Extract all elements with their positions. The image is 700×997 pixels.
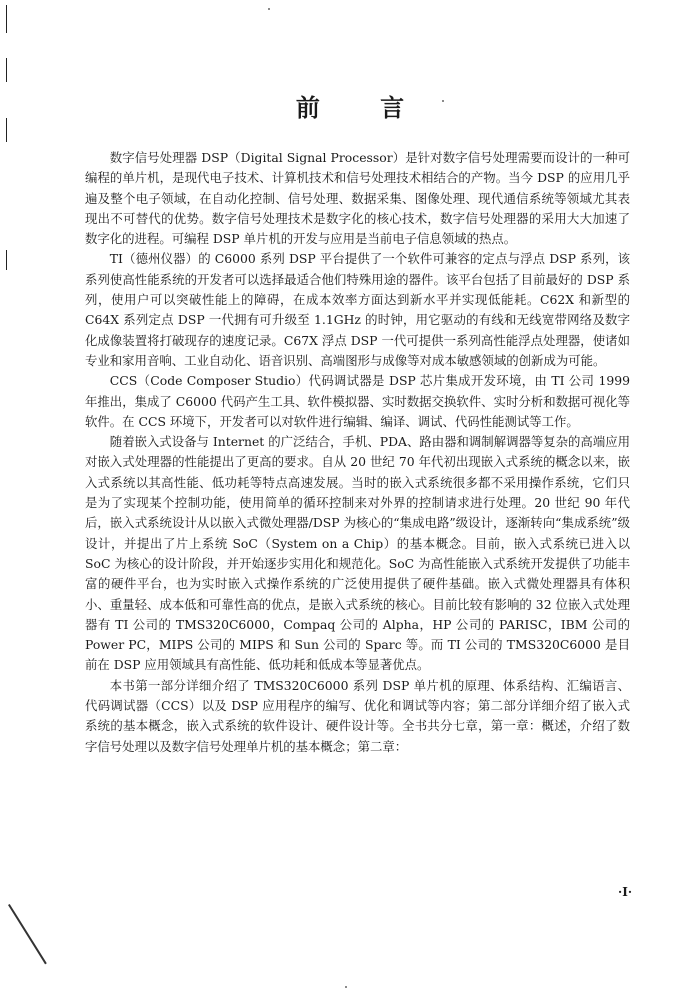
scan-margin-mark (6, 5, 7, 33)
page-number: ·I· (618, 885, 632, 899)
page-title: 前 言 (295, 93, 431, 122)
scan-margin-mark (6, 58, 7, 82)
scan-corner-line (8, 904, 47, 964)
preface-body (85, 148, 630, 757)
scan-speck (345, 986, 347, 988)
paragraph-ti-c6000: TI（德州仪器）的 C6000 系列 DSP 平台提供了一个软件可兼容的定点与浮点 DSP 系列，该系列使高性能系统的开发者可以选择最适合他们特殊用途的器件。该平台包括了目前最好的 DSP 系列，使用户可以突破性能上的障碍，在成本效率方面达到新水平并实现低能耗。C62X 和新型的 C64X 系列定点 DSP 一代拥有可升级至 1.1GHz 的时钟，用它驱动的有线和无线宽带网络及数字化成像装置将打破现存的速度记录。C67X 浮点 DSP 一代可提供一系列高性能浮点处理器，使诸如专业和家用音响、工业自动化、语音识别、高端图形与成像等对成本敏感领域的创新成为可能。 (85, 251, 630, 368)
paragraph-book-outline: 本书第一部分详细介绍了 TMS320C6000 系列 DSP 单片机的原理、体系结构、汇编语言、代码调试器（CCS）以及 DSP 应用程序的编写、优化和调试等内容；第二部分详细介绍了嵌入式系统的基本概念，嵌入式系统的软件设计、硬件设计等。全书共分七章，第一章：概述，介绍了数字信号处理以及数字信号处理单片机的基本概念；第二章： (85, 677, 630, 754)
scan-margin-mark (6, 250, 7, 270)
paragraph-dsp-intro: 数字信号处理器 DSP（Digital Signal Processor）是针对数字信号处理需要而设计的一种可编程的单片机，是现代电子技术、计算机技术和信号处理技术相结合的产物。当今 DSP 的应用几乎遍及整个电子领域，在自动化控制、信号处理、数据采集、图像处理、现代通信系统等领域尤其表现出不可替代的优势。数字信号处理技术是数字化的核心技术，数字信号处理器的采用大大加速了数字化的进程。可编程 DSP 单片机的开发与应用是当前电子信息领域的热点。 (85, 150, 630, 247)
scan-speck (268, 8, 270, 10)
paragraph-ccs: CCS（Code Composer Studio）代码调试器是 DSP 芯片集成开发环境，由 TI 公司 1999 年推出，集成了 C6000 代码产生工具、软件模拟器、实时数据交换软件、实时分析和数据可视化等软件。在 CCS 环境下，开发者可以对软件进行编辑、编译、调试、代码性能测试等工作。 (85, 373, 630, 429)
paragraph-embedded-systems: 随着嵌入式设备与 Internet 的广泛结合，手机、PDA、路由器和调制解调器等复杂的高端应用对嵌入式处理器的性能提出了更高的要求。自从 20 世纪 70 年代初出现嵌入式系统的概念以来，嵌入式系统以其高性能、低功耗等特点高速发展。当时的嵌入式系统很多都不采用操作系统，它们只是为了实现某个控制功能，使用简单的循环控制来对外界的控制请求进行处理。20 世纪 90 年代后，嵌入式系统设计从以嵌入式微处理器/DSP 为核心的“集成电路”级设计，逐渐转向“集成系统”级设计，并提出了片上系统 SoC（System on a Chip）的基本概念。目前，嵌入式系统已进入以 SoC 为核心的设计阶段，并开始逐步实用化和规范化。SoC 为高性能嵌入式系统开发提供了功能丰富的硬件平台，也为实时嵌入式操作系统的广泛使用提供了硬件基础。嵌入式微处理器具有体积小、重量轻、成本低和可靠性高的优点，是嵌入式系统的核心。目前比较有影响的 32 位嵌入式处理器有 TI 公司的 TMS320C6000，Compaq 公司的 Alpha，HP 公司的 PARISC，IBM 公司的 Power PC，MIPS 公司的 MIPS 和 Sun 公司的 Sparc 等。而 TI 公司的 TMS320C6000 是目前在 DSP 应用领域具有高性能、低功耗和低成本等显著优点。 (85, 434, 630, 673)
